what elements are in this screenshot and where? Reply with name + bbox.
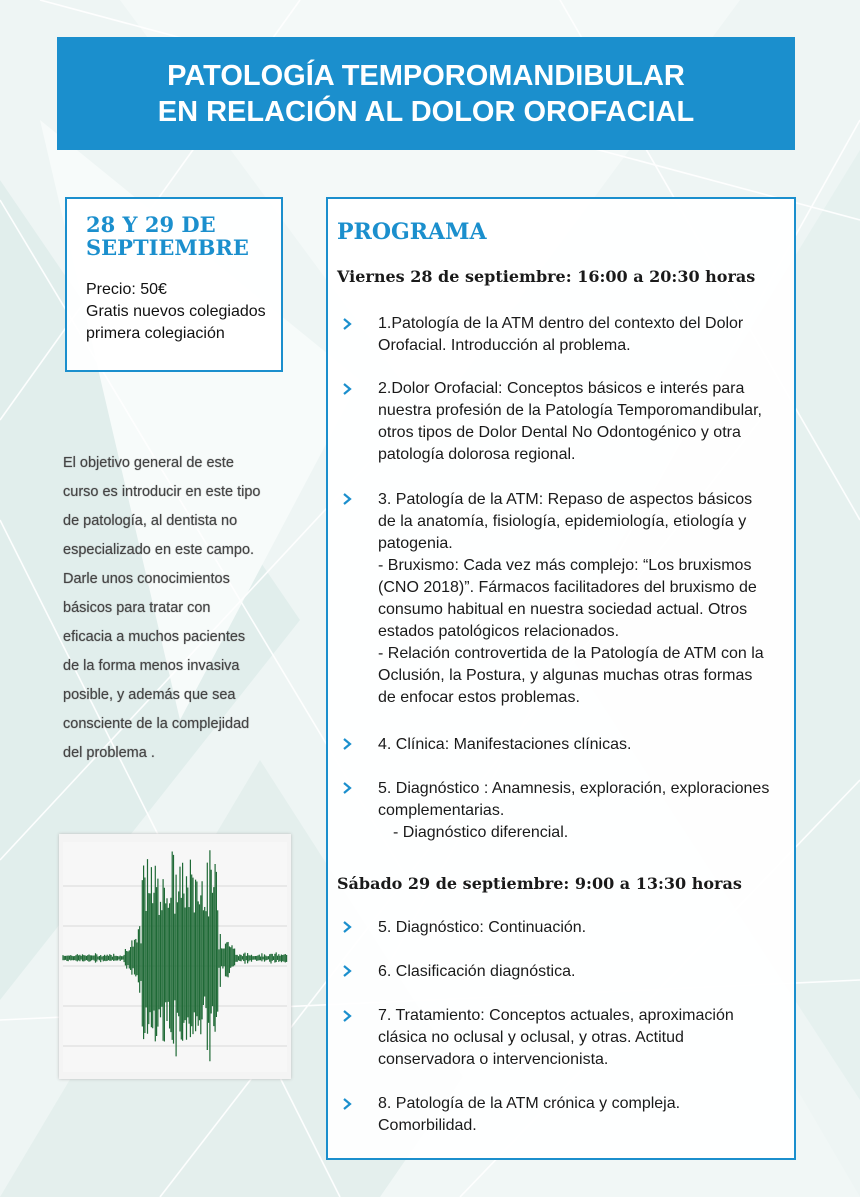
course-title-line-1: PATOLOGÍA TEMPOROMANDIBULAR <box>167 59 685 92</box>
friday-item-2: 2.Dolor Orofacial: Conceptos básicos e interés para nuestra profesión de la Patología Temporomandibular, otros tipos de Dolor Dental No Odontogénico y otra patología dolorosa regional. <box>378 380 762 463</box>
chevron-right-icon <box>340 919 354 935</box>
chevron-right-icon <box>340 1096 354 1112</box>
chevron-right-icon <box>340 780 354 796</box>
chevron-right-icon <box>340 1008 354 1024</box>
saturday-item-3: 7. Tratamiento: Conceptos actuales, aproximación clásica no oclusal y oclusal, y otras. Actitud conservadora o intervencionista. <box>378 1007 734 1068</box>
objective-line: Darle unos conocimientos <box>63 571 230 587</box>
course-objective <box>63 449 295 768</box>
objective-line: eficacia a muchos pacientes <box>63 629 246 645</box>
free-line-2: primera colegiación <box>86 325 225 342</box>
date-line-1: 28 Y 29 DE <box>86 212 216 237</box>
saturday-item-1: 5. Diagnóstico: Continuación. <box>378 919 587 936</box>
saturday-heading: Sábado 29 de septiembre: 9:00 a 13:30 horas <box>337 874 742 893</box>
price-text: Precio: 50€ <box>86 281 167 298</box>
program-panel <box>326 197 796 1160</box>
course-dates <box>86 213 281 259</box>
program-title: PROGRAMA <box>337 219 487 245</box>
friday-item-3: 3. Patología de la ATM: Repaso de aspectos básicos de la anatomía, fisiología, epidemiología, etiología y patogenia. - Bruxismo: Cada vez más complejo: “Los bruxismos (CNO 2018)”. Fármacos facilitadores del bruxismo de consumo habitual en nuestra sociedad actual. Otros estados patológicos relacionados. - Relación controvertida de la Patología de ATM con la Oclusión, la Postura, y algunas muchas otras formas de enfocar estos problemas. <box>378 491 764 706</box>
chevron-right-icon <box>340 381 354 397</box>
objective-line: curso es introducir en este tipo <box>63 484 261 500</box>
chevron-right-icon <box>340 963 354 979</box>
objective-line: consciente de la complejidad <box>63 716 250 732</box>
course-title-line-2: EN RELACIÓN AL DOLOR OROFACIAL <box>157 95 695 128</box>
waveform-icon <box>59 834 291 1079</box>
friday-item-4: 4. Clínica: Manifestaciones clínicas. <box>378 736 632 753</box>
chevron-right-icon <box>340 736 354 752</box>
friday-item-1: 1.Patología de la ATM dentro del contexto del Dolor Orofacial. Introducción al problema. <box>378 315 744 354</box>
objective-line: de la forma menos invasiva <box>63 658 240 674</box>
objective-line: básicos para tratar con <box>63 600 211 616</box>
objective-line: del problema . <box>63 745 155 761</box>
date-price-box <box>65 197 283 372</box>
saturday-item-2: 6. Clasificación diagnóstica. <box>378 963 576 980</box>
waveform-image <box>59 834 291 1079</box>
course-title-banner <box>57 37 795 150</box>
chevron-right-icon <box>340 491 354 507</box>
free-line-1: Gratis nuevos colegiados <box>86 303 266 320</box>
objective-line: de patología, al dentista no <box>63 513 238 529</box>
friday-heading: Viernes 28 de septiembre: 16:00 a 20:30 horas <box>337 267 756 286</box>
objective-line: especializado en este campo. <box>63 542 255 558</box>
objective-line: El objetivo general de este <box>63 455 234 471</box>
date-line-2: SEPTIEMBRE <box>86 235 249 260</box>
saturday-item-4: 8. Patología de la ATM crónica y compleja. Comorbilidad. <box>378 1095 681 1134</box>
objective-line: posible, y además que sea <box>63 687 236 703</box>
chevron-right-icon <box>340 316 354 332</box>
friday-item-5: 5. Diagnóstico : Anamnesis, exploración, exploraciones complementarias. - Diagnóstico diferencial. <box>378 780 770 841</box>
